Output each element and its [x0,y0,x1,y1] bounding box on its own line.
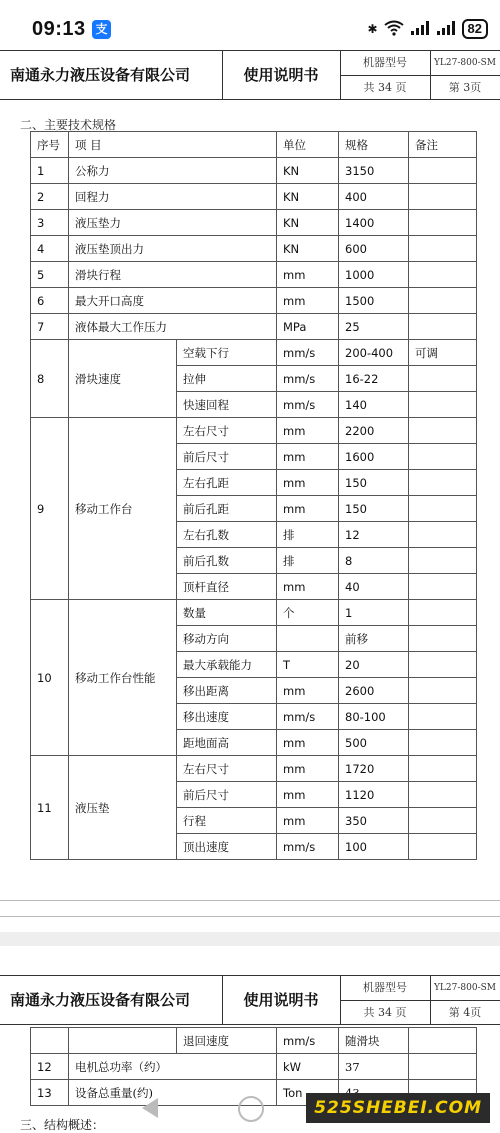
row-number: 4 [31,236,69,262]
row-note [409,288,477,314]
row-subitem: 移动方向 [177,626,277,652]
row-subitem: 左右尺寸 [177,756,277,782]
table-row [31,184,477,210]
row-unit: Ton [277,1080,339,1106]
row-subitem: 移出速度 [177,704,277,730]
row-note [409,210,477,236]
bluetooth-icon: ✱ [367,22,378,36]
page-divider [0,916,500,917]
row-unit: KN [277,158,339,184]
model-label: 机器型号 [340,976,431,1000]
table-row [31,158,477,184]
row-subitem: 距地面高 [177,730,277,756]
table-row [31,262,477,288]
row-unit: KN [277,236,339,262]
row-subitem: 顶出速度 [177,834,277,860]
header-cell: 项 目 [69,132,277,158]
row-number: 7 [31,314,69,340]
row-spec: 350 [339,808,409,834]
row-note [409,730,477,756]
alipay-icon: 支 [92,20,111,39]
table-row [31,600,477,626]
row-item: 液压垫力 [69,210,277,236]
row-subitem: 退回速度 [177,1028,277,1054]
back-icon[interactable] [142,1098,158,1118]
status-bar [0,0,500,52]
row-number: 3 [31,210,69,236]
row-note [409,626,477,652]
clock: 09:13 [32,18,86,40]
row-subitem: 左右孔数 [177,522,277,548]
row-unit: 个 [277,600,339,626]
total-pages: 共 34 页 [340,1000,431,1025]
row-note [409,704,477,730]
header-cell: 规格 [339,132,409,158]
table-row [31,340,477,366]
row-number: 2 [31,184,69,210]
row-number: 10 [31,600,69,756]
row-note: 可调 [409,340,477,366]
row-note [409,1028,477,1054]
row-subitem: 快速回程 [177,392,277,418]
row-item: 液体最大工作压力 [69,314,277,340]
row-spec: 3150 [339,158,409,184]
row-item: 最大开口高度 [69,288,277,314]
row-number: 13 [31,1080,69,1106]
row-unit: mm [277,470,339,496]
row-unit: mm/s [277,1028,339,1054]
row-subitem: 前后孔距 [177,496,277,522]
row-note [409,392,477,418]
row-subitem: 前后尺寸 [177,782,277,808]
row-unit: mm/s [277,366,339,392]
wifi-icon [384,20,404,39]
row-note [409,184,477,210]
row-note [409,574,477,600]
row-subitem: 顶杆直径 [177,574,277,600]
row-subitem: 数量 [177,600,277,626]
row-unit: mm/s [277,834,339,860]
page-divider [0,900,500,901]
row-item: 电机总功率（约） [69,1054,277,1080]
row-subitem: 移出距离 [177,678,277,704]
status-icons [367,18,488,40]
row-spec: 40 [339,574,409,600]
row-number: 8 [31,340,69,418]
row-unit [277,626,339,652]
row-spec: 100 [339,834,409,860]
row-unit: mm [277,496,339,522]
row-unit: mm [277,444,339,470]
table-row [31,1054,477,1080]
row-spec: 16-22 [339,366,409,392]
row-unit: mm/s [277,340,339,366]
table-row [31,1028,477,1054]
row-note [409,470,477,496]
row-number [31,1028,69,1054]
row-spec: 80-100 [339,704,409,730]
row-spec: 150 [339,496,409,522]
row-number: 12 [31,1054,69,1080]
row-subitem: 最大承载能力 [177,652,277,678]
signal-icon-2 [436,21,456,38]
model-value: YL27-800-SM [433,983,496,993]
row-spec: 400 [339,184,409,210]
table-row [31,236,477,262]
row-unit: KN [277,184,339,210]
row-number: 11 [31,756,69,860]
row-item: 设备总重量(约) [69,1080,277,1106]
row-unit: KN [277,210,339,236]
row-note [409,262,477,288]
row-spec: 1600 [339,444,409,470]
row-spec: 150 [339,470,409,496]
watermark-logo: 525SHEBEI.COM [306,1093,490,1123]
row-note [409,600,477,626]
table-row [31,418,477,444]
row-spec: 随滑块 [339,1028,409,1054]
row-subitem: 行程 [177,808,277,834]
row-note [409,1054,477,1080]
row-unit: T [277,652,339,678]
row-unit: mm [277,756,339,782]
row-item: 液压垫 [69,756,177,860]
row-spec: 1720 [339,756,409,782]
row-spec: 600 [339,236,409,262]
page-gap [0,932,500,946]
row-spec: 25 [339,314,409,340]
home-icon[interactable] [238,1096,264,1122]
row-note [409,834,477,860]
row-spec: 12 [339,522,409,548]
model-value: YL27-800-SM [433,58,496,68]
spec-table [30,131,477,860]
row-spec: 1000 [339,262,409,288]
company-name: 南通永力液压设备有限公司 [10,976,223,1024]
row-spec: 2600 [339,678,409,704]
row-spec: 1 [339,600,409,626]
document-header-page4 [0,975,500,1025]
row-item: 公称力 [69,158,277,184]
row-item: 滑块行程 [69,262,277,288]
row-spec: 1120 [339,782,409,808]
row-note [409,548,477,574]
header-cell: 备注 [409,132,477,158]
row-spec: 37 [339,1054,409,1080]
row-subitem: 左右尺寸 [177,418,277,444]
row-note [409,366,477,392]
row-spec: 2200 [339,418,409,444]
row-note [409,782,477,808]
row-subitem: 空载下行 [177,340,277,366]
header-cell: 单位 [277,132,339,158]
row-note [409,236,477,262]
row-item: 回程力 [69,184,277,210]
row-unit: 排 [277,548,339,574]
row-spec: 8 [339,548,409,574]
row-item: 滑块速度 [69,340,177,418]
row-spec: 1500 [339,288,409,314]
row-subitem: 前后尺寸 [177,444,277,470]
row-unit: mm [277,288,339,314]
row-spec: 140 [339,392,409,418]
row-note [409,496,477,522]
row-unit: mm [277,574,339,600]
section-title-structure: 三、结构概述： [20,1118,105,1132]
row-item [69,1028,177,1054]
row-note [409,522,477,548]
row-spec: 200-400 [339,340,409,366]
row-note [409,678,477,704]
section-title-specs: 二、主要技术规格 [20,118,117,132]
table-header-row [31,132,477,158]
model-label: 机器型号 [340,51,431,75]
row-unit: mm [277,418,339,444]
row-note [409,314,477,340]
row-subitem: 左右孔距 [177,470,277,496]
row-unit: mm/s [277,392,339,418]
row-note [409,652,477,678]
row-unit: kW [277,1054,339,1080]
row-item: 液压垫顶出力 [69,236,277,262]
row-unit: MPa [277,314,339,340]
row-unit: 排 [277,522,339,548]
row-note [409,756,477,782]
row-number: 6 [31,288,69,314]
row-note [409,444,477,470]
row-number: 1 [31,158,69,184]
row-spec: 500 [339,730,409,756]
document-header-page3 [0,50,500,100]
table-row [31,210,477,236]
row-spec: 前移 [339,626,409,652]
row-unit: mm [277,262,339,288]
row-unit: mm [277,808,339,834]
row-item: 移动工作台性能 [69,600,177,756]
row-unit: mm/s [277,704,339,730]
row-number: 5 [31,262,69,288]
row-item: 移动工作台 [69,418,177,600]
row-unit: mm [277,730,339,756]
company-name: 南通永力液压设备有限公司 [10,51,223,99]
row-subitem: 前后孔数 [177,548,277,574]
table-row [31,288,477,314]
row-spec: 1400 [339,210,409,236]
row-unit: mm [277,782,339,808]
row-number: 9 [31,418,69,600]
manual-title: 使用说明书 [222,976,341,1024]
row-note [409,808,477,834]
total-pages: 共 34 页 [340,75,431,100]
table-row [31,314,477,340]
row-note [409,418,477,444]
table-row [31,756,477,782]
battery-indicator: 82 [462,19,488,39]
row-unit: mm [277,678,339,704]
page-number: 第 4页 [430,1000,500,1025]
manual-title: 使用说明书 [222,51,341,99]
page-number: 第 3页 [430,75,500,100]
header-cell: 序号 [31,132,69,158]
row-spec: 20 [339,652,409,678]
row-note [409,158,477,184]
signal-icon-1 [410,21,430,38]
row-subitem: 拉伸 [177,366,277,392]
